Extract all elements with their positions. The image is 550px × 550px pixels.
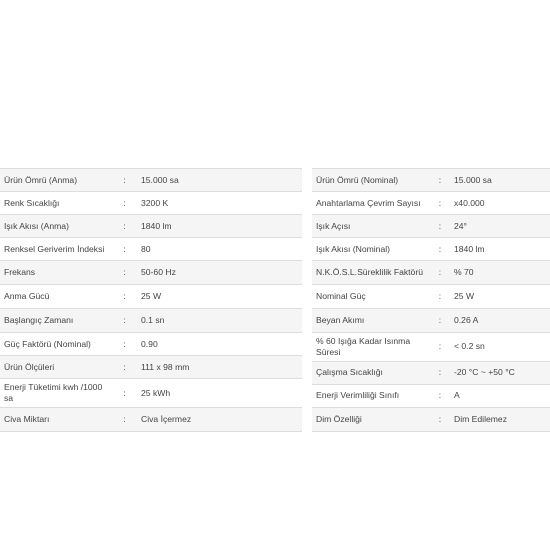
spec-separator: : [430,238,450,261]
spec-row [0,169,302,192]
spec-label: Enerji Verimliliği Sınıfı [312,384,430,407]
spec-separator: : [430,215,450,238]
spec-value: 24° [450,215,550,238]
spec-label: Işık Akısı (Anma) [0,215,112,238]
spec-row [0,379,302,408]
spec-separator: : [112,356,137,379]
spec-separator: : [430,261,450,285]
spec-row [312,384,550,407]
spec-label: Ürün Ömrü (Nominal) [312,169,430,192]
spec-separator: : [112,215,137,238]
spec-row [312,215,550,238]
spec-value: < 0.2 sn [450,332,550,361]
spec-label: N.K.Ö.S.L.Süreklilik Faktörü [312,261,430,285]
spec-label: Nominal Güç [312,285,430,309]
spec-separator: : [112,408,137,432]
spec-value: 111 x 98 mm [137,356,302,379]
spec-label: Işık Akısı (Nominal) [312,238,430,261]
spec-row [0,215,302,238]
spec-label: Ürün Ömrü (Anma) [0,169,112,192]
spec-value: Dim Edilemez [450,407,550,431]
spec-label: Renksel Geriverim İndeksi [0,238,112,261]
spec-row [312,169,550,192]
spec-row [312,309,550,332]
spec-separator: : [112,169,137,192]
spec-value: 15.000 sa [450,169,550,192]
spec-label: Çalışma Sıcaklığı [312,361,430,384]
spec-value: % 70 [450,261,550,285]
spec-separator: : [430,285,450,309]
spec-table-right [312,168,550,432]
spec-label: Başlangıç Zamanı [0,309,112,333]
spec-separator: : [112,309,137,333]
spec-label: Dim Özelliği [312,407,430,431]
spec-value: 25 kWh [137,379,302,408]
spec-separator: : [112,285,137,309]
spec-row [312,361,550,384]
spec-row [0,261,302,285]
spec-value: 0.1 sn [137,309,302,333]
spec-separator: : [430,384,450,407]
spec-table-left [0,168,302,432]
spec-value: -20 °C ~ +50 °C [450,361,550,384]
spec-row [0,408,302,432]
spec-separator: : [430,332,450,361]
spec-row [0,285,302,309]
spec-row [312,192,550,215]
spec-row [0,333,302,356]
spec-separator: : [112,333,137,356]
spec-label: Güç Faktörü (Nominal) [0,333,112,356]
product-specs [0,168,550,432]
spec-label: Ürün Ölçüleri [0,356,112,379]
spec-row [312,261,550,285]
spec-value: x40.000 [450,192,550,215]
spec-separator: : [430,407,450,431]
spec-value: Civa İçermez [137,408,302,432]
spec-separator: : [430,309,450,332]
spec-value: 15.000 sa [137,169,302,192]
spec-separator: : [430,169,450,192]
spec-value: 50-60 Hz [137,261,302,285]
spec-row [0,309,302,333]
spec-separator: : [112,192,137,215]
spec-label: Beyan Akımı [312,309,430,332]
spec-value: 3200 K [137,192,302,215]
spec-separator: : [430,361,450,384]
spec-value: 25 W [137,285,302,309]
spec-separator: : [112,379,137,408]
spec-separator: : [430,192,450,215]
spec-label: Işık Açısı [312,215,430,238]
spec-label: Enerji Tüketimi kwh /1000 sa [0,379,112,408]
spec-separator: : [112,238,137,261]
spec-row [0,238,302,261]
spec-label: Renk Sıcaklığı [0,192,112,215]
spec-label: % 60 Işığa Kadar Isınma Süresi [312,332,430,361]
spec-row [0,192,302,215]
spec-label: Anahtarlama Çevrim Sayısı [312,192,430,215]
spec-label: Anma Gücü [0,285,112,309]
spec-label: Frekans [0,261,112,285]
spec-value: 25 W [450,285,550,309]
spec-row [312,407,550,431]
spec-value: 1840 lm [137,215,302,238]
spec-value: 1840 lm [450,238,550,261]
spec-row [0,356,302,379]
spec-value: A [450,384,550,407]
spec-value: 0.90 [137,333,302,356]
spec-row [312,332,550,361]
spec-row [312,238,550,261]
spec-value: 0.26 A [450,309,550,332]
spec-value: 80 [137,238,302,261]
spec-row [312,285,550,309]
spec-separator: : [112,261,137,285]
spec-label: Civa Miktarı [0,408,112,432]
